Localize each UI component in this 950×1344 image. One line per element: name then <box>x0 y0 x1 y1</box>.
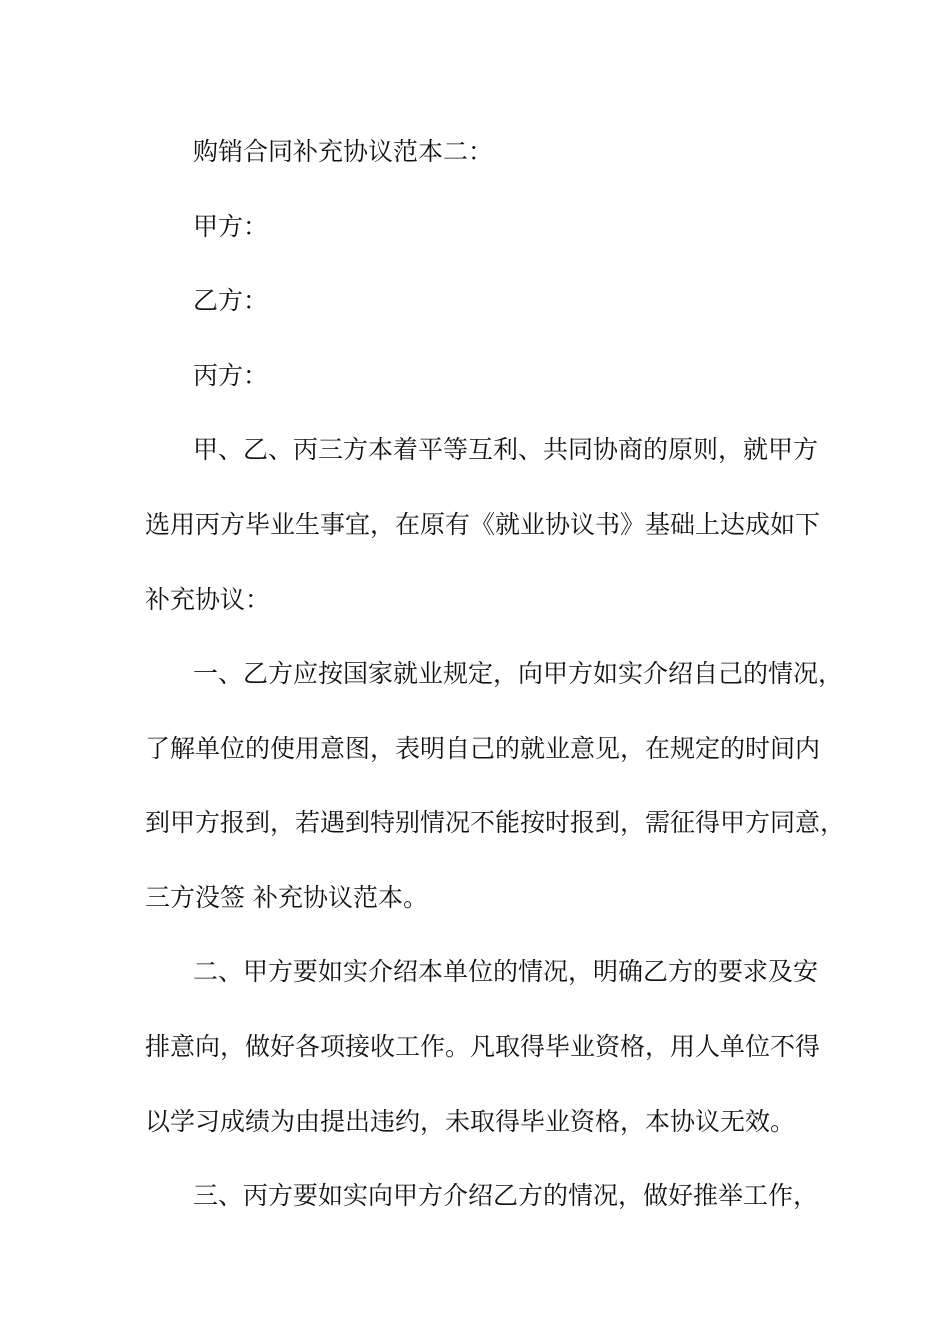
clause-1-line-1: 一、乙方应按国家就业规定，向甲方如实介绍自己的情况， <box>193 659 844 688</box>
intro-paragraph-line-3: 补充协议： <box>145 585 271 614</box>
party-b-line: 乙方： <box>193 286 269 315</box>
intro-paragraph-line-2: 选用丙方毕业生事宜，在原有《就业协议书》基础上达成如下 <box>145 510 821 539</box>
clause-1-line-2: 了解单位的使用意图，表明自己的就业意见，在规定的时间内 <box>145 734 821 763</box>
clause-2-line-1: 二、甲方要如实介绍本单位的情况，明确乙方的要求及安 <box>193 957 819 986</box>
intro-paragraph-line-1: 甲、乙、丙三方本着平等互利、共同协商的原则，就甲方 <box>193 435 819 464</box>
party-a-line: 甲方： <box>193 212 269 241</box>
party-c-line: 丙方： <box>193 361 269 390</box>
clause-2-line-2: 排意向，做好各项接收工作。凡取得毕业资格，用人单位不得 <box>145 1032 821 1061</box>
clause-3-line-1: 三、丙方要如实向甲方介绍乙方的情况，做好推举工作， <box>193 1181 819 1210</box>
clause-1-line-4: 三方没签 补充协议范本。 <box>145 883 428 912</box>
clause-2-line-3: 以学习成绩为由提出违约，未取得毕业资格，本协议无效。 <box>145 1107 796 1136</box>
document-title: 购销合同补充协议范本二： <box>193 137 494 166</box>
clause-1-line-3: 到甲方报到，若遇到特别情况不能按时报到，需征得甲方同意， <box>145 808 846 837</box>
